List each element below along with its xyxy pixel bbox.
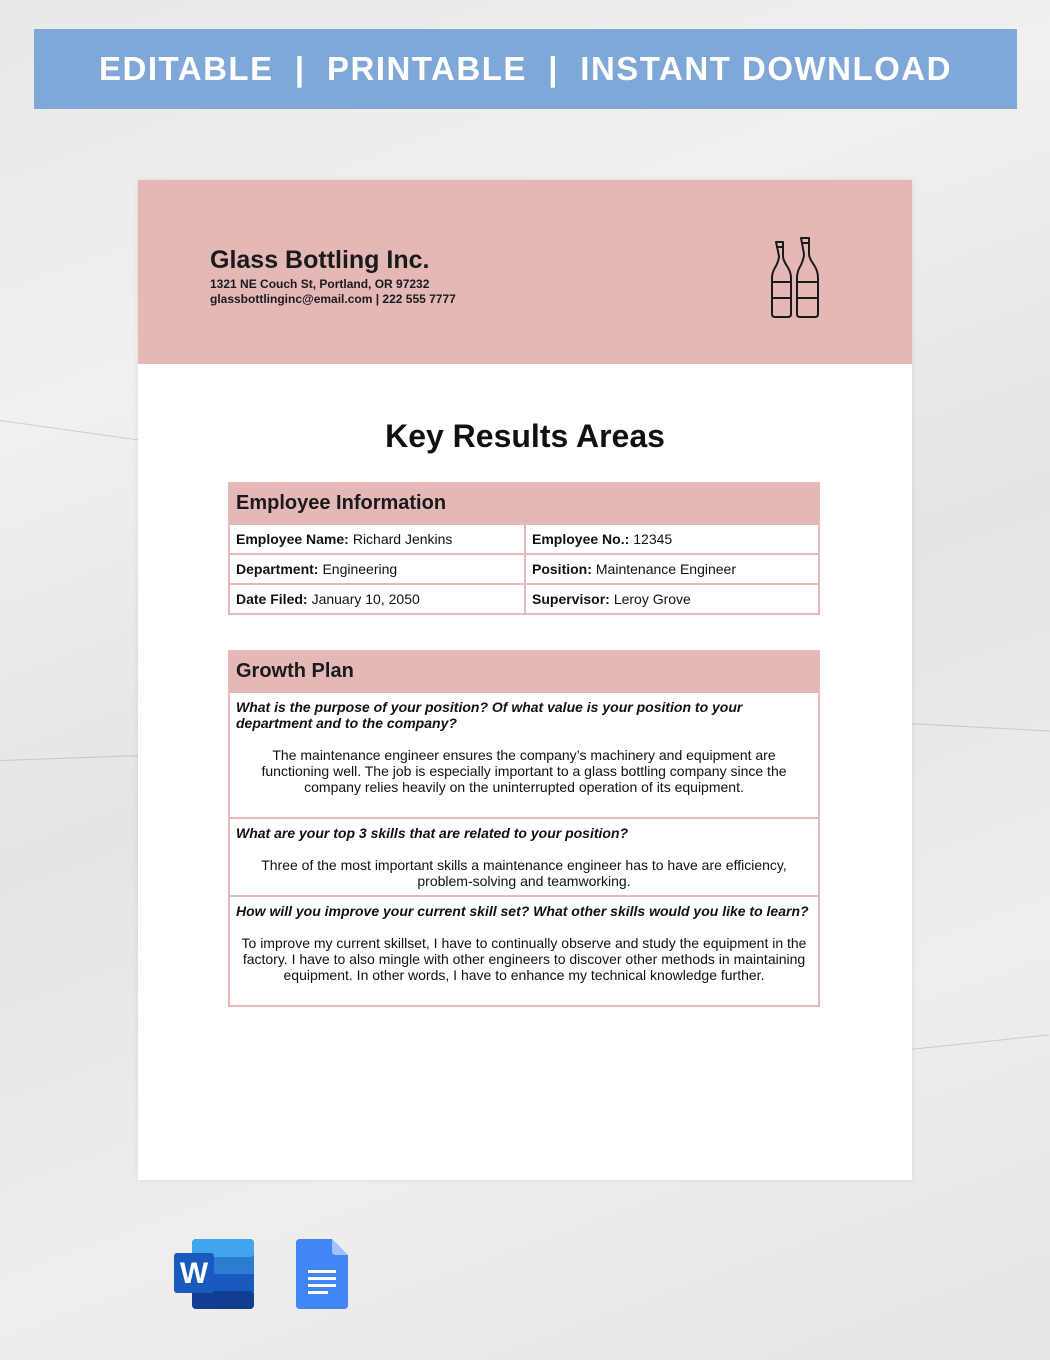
field-label: Position:: [532, 561, 592, 577]
question-text: What are your top 3 skills that are related to your position?: [236, 825, 629, 841]
employee-name-cell: [230, 525, 524, 553]
field-label: Supervisor:: [532, 591, 610, 607]
supervisor-cell: [524, 585, 818, 613]
promo-banner-text: EDITABLE | PRINTABLE | INSTANT DOWNLOAD: [99, 50, 952, 87]
marble-vein: [900, 1034, 1049, 1051]
promo-banner: [34, 29, 1017, 109]
table-row: [230, 525, 818, 555]
field-value: January 10, 2050: [311, 591, 420, 607]
field-value: Leroy Grove: [613, 591, 691, 607]
google-docs-icon: [296, 1239, 348, 1309]
field-value: Engineering: [322, 561, 398, 577]
question-text: What is the purpose of your position? Of what value is your position to your department and to the company?: [236, 699, 743, 731]
employee-info-heading: Employee Information: [230, 484, 818, 525]
growth-question-block: [230, 819, 818, 897]
employee-no-cell: [524, 525, 818, 553]
letterhead: [138, 180, 912, 364]
marble-vein: [0, 420, 139, 440]
field-value: Richard Jenkins: [352, 531, 453, 547]
field-value: 12345: [633, 531, 673, 547]
department-cell: [230, 555, 524, 583]
position-cell: [524, 555, 818, 583]
growth-question-block: [230, 897, 818, 1007]
growth-question-block: [230, 693, 818, 819]
document-page: [138, 180, 912, 1180]
table-row: [230, 555, 818, 585]
company-address: 1321 NE Couch St, Portland, OR 97232: [210, 277, 430, 291]
field-label: Employee No.:: [532, 531, 630, 547]
document-title: Key Results Areas: [385, 418, 665, 454]
field-label: Date Filed:: [236, 591, 308, 607]
answer-text: Three of the most important skills a maintenance engineer has to have are efficiency, problem-solving and teamworking.: [261, 857, 787, 889]
microsoft-word-icon: [174, 1239, 254, 1309]
growth-plan-table: [228, 650, 820, 1007]
table-row: [230, 585, 818, 613]
word-icon-letter: W: [179, 1257, 209, 1290]
date-filed-cell: [230, 585, 524, 613]
field-label: Employee Name:: [236, 531, 349, 547]
growth-plan-heading: Growth Plan: [230, 652, 818, 693]
company-contact: glassbottlinginc@email.com | 222 555 7777: [210, 292, 456, 306]
company-name: Glass Bottling Inc.: [210, 246, 430, 274]
question-text: How will you improve your current skill set? What other skills would you like to learn?: [236, 903, 809, 919]
field-value: Maintenance Engineer: [595, 561, 736, 577]
field-label: Department:: [236, 561, 319, 577]
answer-text: The maintenance engineer ensures the company’s machinery and equipment are functioning well. The job is especially important to a glass bottling company since the company relies heavily on the uninterrupted operation of its equipment.: [261, 747, 787, 795]
bottles-icon: [768, 236, 824, 320]
employee-info-table: [228, 482, 820, 615]
answer-text: To improve my current skillset, I have to continually observe and study the equipment in the factory. I have to also mingle with other engineers to discover other methods in maintaining equipment. In other words, I have to enhance my technical knowledge further.: [241, 935, 807, 983]
